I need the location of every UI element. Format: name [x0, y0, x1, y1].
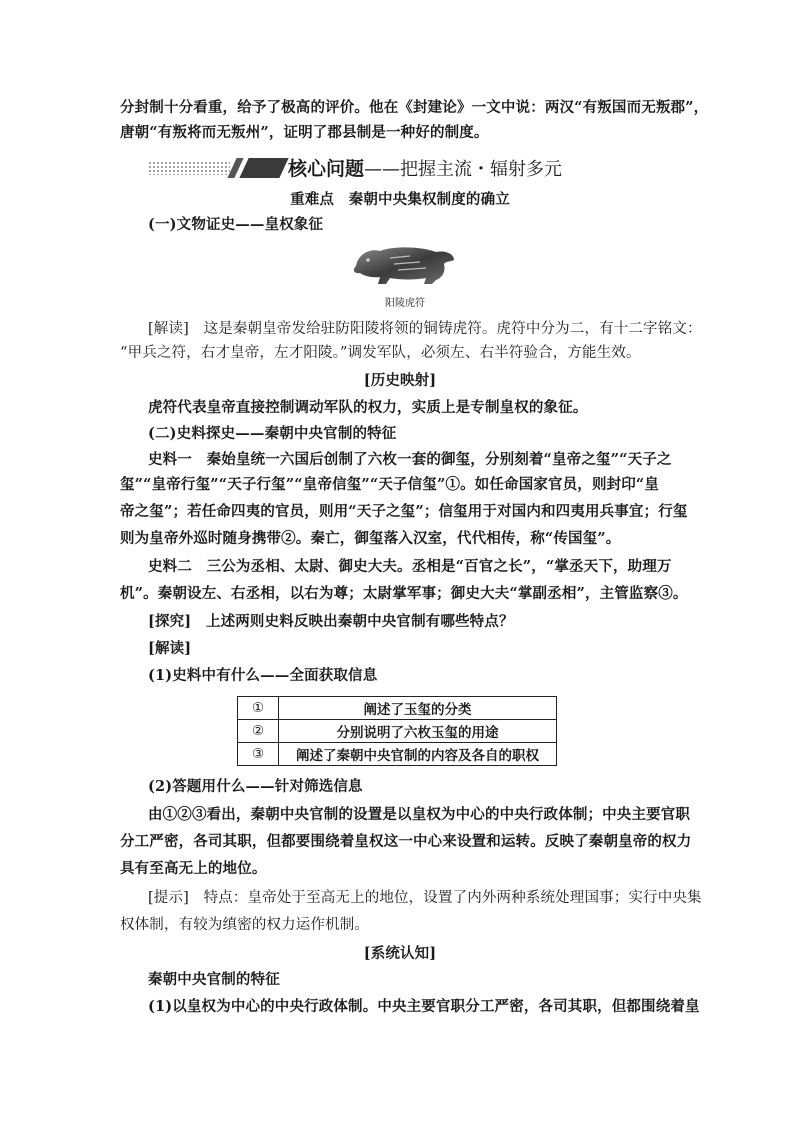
analysis-line-2: 分工严密，各司其职，但都要围绕着皇权这一中心来设置和运转。反映了秦朝皇帝的权力: [120, 833, 692, 850]
source1-line-2: 玺”“皇帝行玺”“天子行玺”“皇帝信玺”“天子信玺”①。如任命国家官员，则封印“皇: [120, 476, 660, 493]
table-cell-num: ②: [238, 720, 279, 743]
table-cell-num: ①: [238, 697, 279, 720]
banner-title-main: 核心问题: [288, 158, 365, 180]
table-row: [238, 697, 557, 720]
analysis-line-3: 具有至高无上的地位。: [120, 860, 267, 877]
interpretation1-line-1: [解读] 这是秦朝皇帝发给驻防阳陵将领的铜铸虎符。虎符中分为二，有十二字铭文：: [148, 321, 702, 337]
source2-line-2: 机”。秦朝设左、右丞相，以右为尊；太尉掌军事；御史大夫“掌副丞相”，主管监察③。: [120, 585, 688, 602]
source2-line-1: 史料二 三公为丞相、太尉、御史大夫。丞相是“百官之长”，“掌丞天下，助理万: [148, 558, 672, 575]
interpret-label: [解读]: [148, 640, 192, 657]
hint-line-1: [提示] 特点：皇帝处于至高无上的地位，设置了内外两种系统处理国事；实行中央集: [148, 890, 702, 906]
figure-caption: 阳陵虎符: [385, 298, 425, 309]
table-row: [238, 720, 557, 743]
source1-line-1: 史料一 秦始皇统一六国后创制了六枚一套的御玺，分别刻着“皇帝之玺”“天子之: [148, 451, 672, 468]
banner-bar-decoration: [239, 158, 288, 178]
source1-line-3: 帝之玺”；若任命四夷的官员，则用“天子之玺”；信玺用于对国内和四夷用兵事宜；行玺: [120, 503, 688, 520]
step2-title: (2)答题用什么——针对筛选信息: [148, 778, 363, 795]
section-banner: [148, 152, 668, 182]
banner-subtitle: ——把握主流・辐射多元: [364, 159, 563, 180]
history-mapping-title: [历史映射]: [363, 372, 437, 389]
analysis-line-1: 由①②③看出，秦朝中央官制的设置是以皇权为中心的中央行政体制；中央主要官职: [148, 806, 691, 823]
info-table: [237, 696, 557, 766]
interpretation1-line-2: “甲兵之符，右才皇帝，左才阳陵。”调发军队，必须左、右半符验合，方能生效。: [120, 345, 641, 361]
section1-title: (一)文物证史——皇权象征: [148, 216, 324, 233]
banner-title: [288, 154, 562, 181]
table-cell-num: ③: [238, 743, 279, 766]
section2-title: (二)史料探史——秦朝中央官制的特征: [148, 425, 397, 442]
explore-question: [探究] 上述两则史料反映出秦朝中央官制有哪些特点？: [148, 613, 514, 630]
intro-line-2: 唐朝“有叛将而无叛州”，证明了郡县制是一种好的制度。: [120, 124, 489, 141]
hint-line-2: 权体制，有较为缜密的权力运作机制。: [120, 917, 370, 933]
qin-title: 秦朝中央官制的特征: [148, 971, 280, 988]
table-row: [238, 743, 557, 766]
key-point-title: 重难点 秦朝中央集权制度的确立: [290, 191, 510, 208]
intro-line-1: 分封制十分看重，给予了极高的评价。他在《封建论》一文中说：两汉“有叛国而无叛郡”，: [120, 99, 709, 116]
step1-title: (1)史料中有什么——全面获取信息: [148, 667, 378, 684]
system-title: [系统认知]: [363, 945, 437, 962]
table-cell-text: 分别说明了六枚玉玺的用途: [279, 720, 557, 743]
tiger-tally-icon: [350, 240, 460, 290]
banner-dots-decoration: [148, 161, 230, 175]
history-mapping-text: 虎符代表皇帝直接控制调动军队的权力，实质上是专制皇权的象征。: [148, 399, 588, 416]
last-line: (1)以皇权为中心的中央行政体制。中央主要官职分工严密，各司其职，但都围绕着皇: [148, 998, 700, 1015]
table-cell-text: 阐述了秦朝中央官制的内容及各自的职权: [279, 743, 557, 766]
source1-line-4: 则为皇帝外巡时随身携带②。秦亡，御玺落入汉室，代代相传，称“传国玺”。: [120, 530, 621, 547]
table-cell-text: 阐述了玉玺的分类: [279, 697, 557, 720]
